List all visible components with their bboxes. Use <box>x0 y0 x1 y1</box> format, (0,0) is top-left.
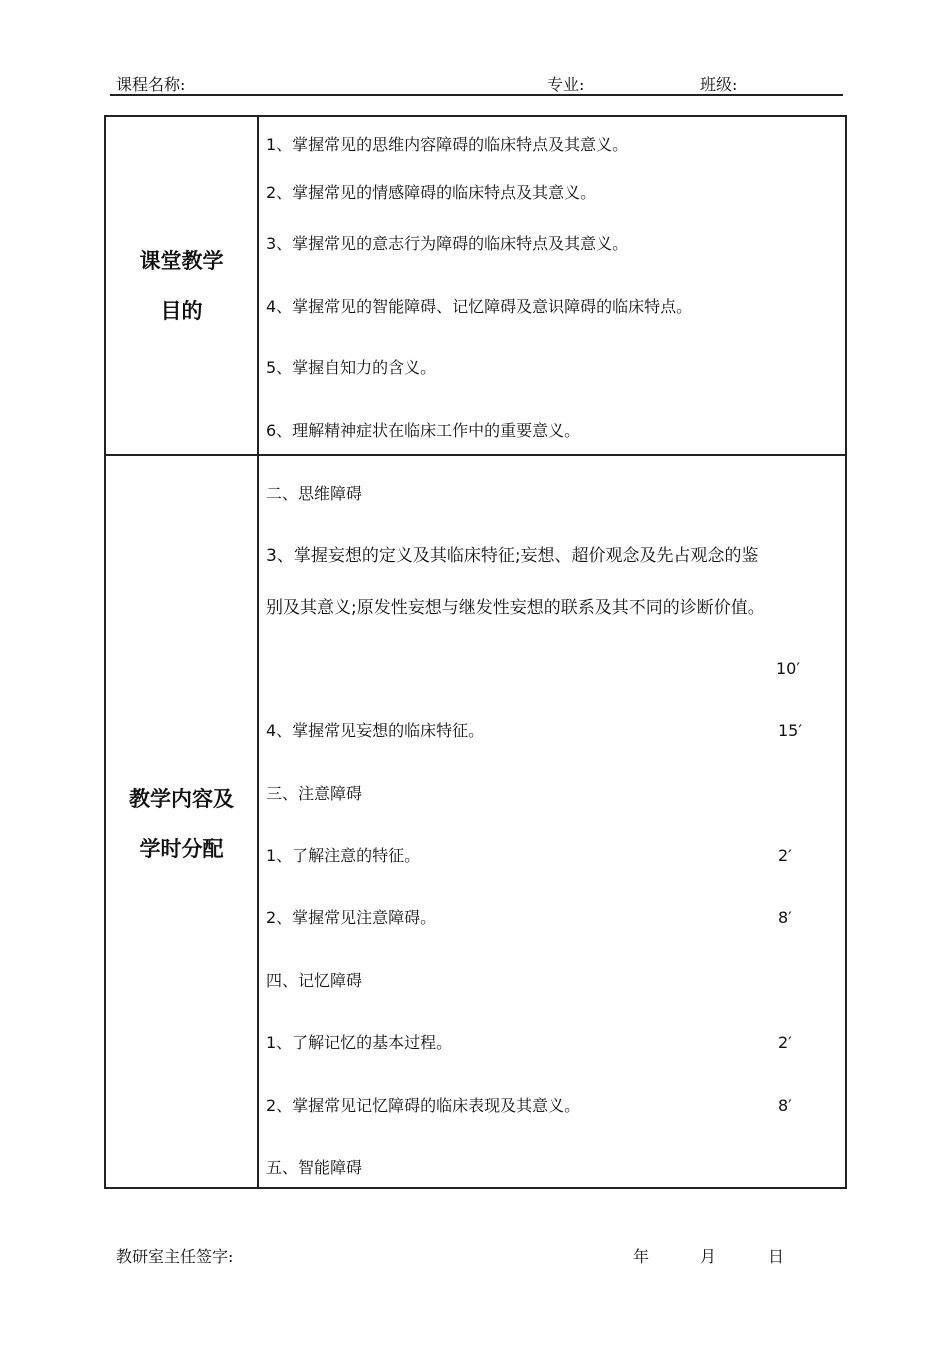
content-heading: 二、思维障碍 <box>266 484 363 503</box>
content-label-line2: 学时分配 <box>139 837 224 861</box>
objective-item: 2、掌握常见的情感障碍的临床特点及其意义。 <box>266 183 597 202</box>
objective-item: 1、掌握常见的思维内容障碍的临床特点及其意义。 <box>266 135 629 154</box>
document-header <box>110 68 843 96</box>
date-day-label: 日 <box>768 1247 785 1266</box>
row-divider <box>106 454 845 456</box>
content-heading: 四、记忆障碍 <box>266 971 363 990</box>
objective-item: 3、掌握常见的意志行为障碍的临床特点及其意义。 <box>266 234 629 253</box>
content-row-label <box>106 774 257 874</box>
content-line: 别及其意义;原发性妄想与继发性妄想的联系及其不同的诊断价值。 <box>266 598 765 618</box>
content-line: 1、了解注意的特征。 <box>266 846 421 865</box>
date-year-label: 年 <box>633 1247 650 1266</box>
objective-item: 6、理解精神症状在临床工作中的重要意义。 <box>266 421 581 440</box>
course-name-label: 课程名称: <box>116 75 186 94</box>
class-label: 班级: <box>700 75 738 94</box>
content-line: 1、了解记忆的基本过程。 <box>266 1033 453 1052</box>
time-allocation: 2′ <box>778 846 792 865</box>
syllabus-table <box>104 115 847 1189</box>
time-allocation: 8′ <box>778 908 792 927</box>
content-line: 2、掌握常见注意障碍。 <box>266 908 437 927</box>
major-label: 专业: <box>547 75 585 94</box>
time-allocation: 2′ <box>778 1033 792 1052</box>
objectives-row-label <box>106 236 257 336</box>
content-line: 4、掌握常见妄想的临床特征。 <box>266 721 485 740</box>
content-label-line1: 教学内容及 <box>129 787 234 811</box>
time-allocation: 15′ <box>778 721 802 740</box>
column-divider <box>257 117 259 1187</box>
content-heading: 三、注意障碍 <box>266 784 363 803</box>
objective-item: 4、掌握常见的智能障碍、记忆障碍及意识障碍的临床特点。 <box>266 297 693 316</box>
content-line: 3、掌握妄想的定义及其临床特征;妄想、超价观念及先占观念的鉴 <box>266 546 759 566</box>
time-allocation: 8′ <box>778 1096 792 1115</box>
time-allocation: 10′ <box>776 659 800 678</box>
objectives-label-line2: 目的 <box>160 299 203 323</box>
date-month-label: 月 <box>700 1247 717 1266</box>
content-heading: 五、智能障碍 <box>266 1158 363 1177</box>
objective-item: 5、掌握自知力的含义。 <box>266 358 437 377</box>
objectives-label-line1: 课堂教学 <box>139 249 224 273</box>
content-line: 2、掌握常见记忆障碍的临床表现及其意义。 <box>266 1096 581 1115</box>
director-signature-label: 教研室主任签字: <box>116 1247 234 1266</box>
